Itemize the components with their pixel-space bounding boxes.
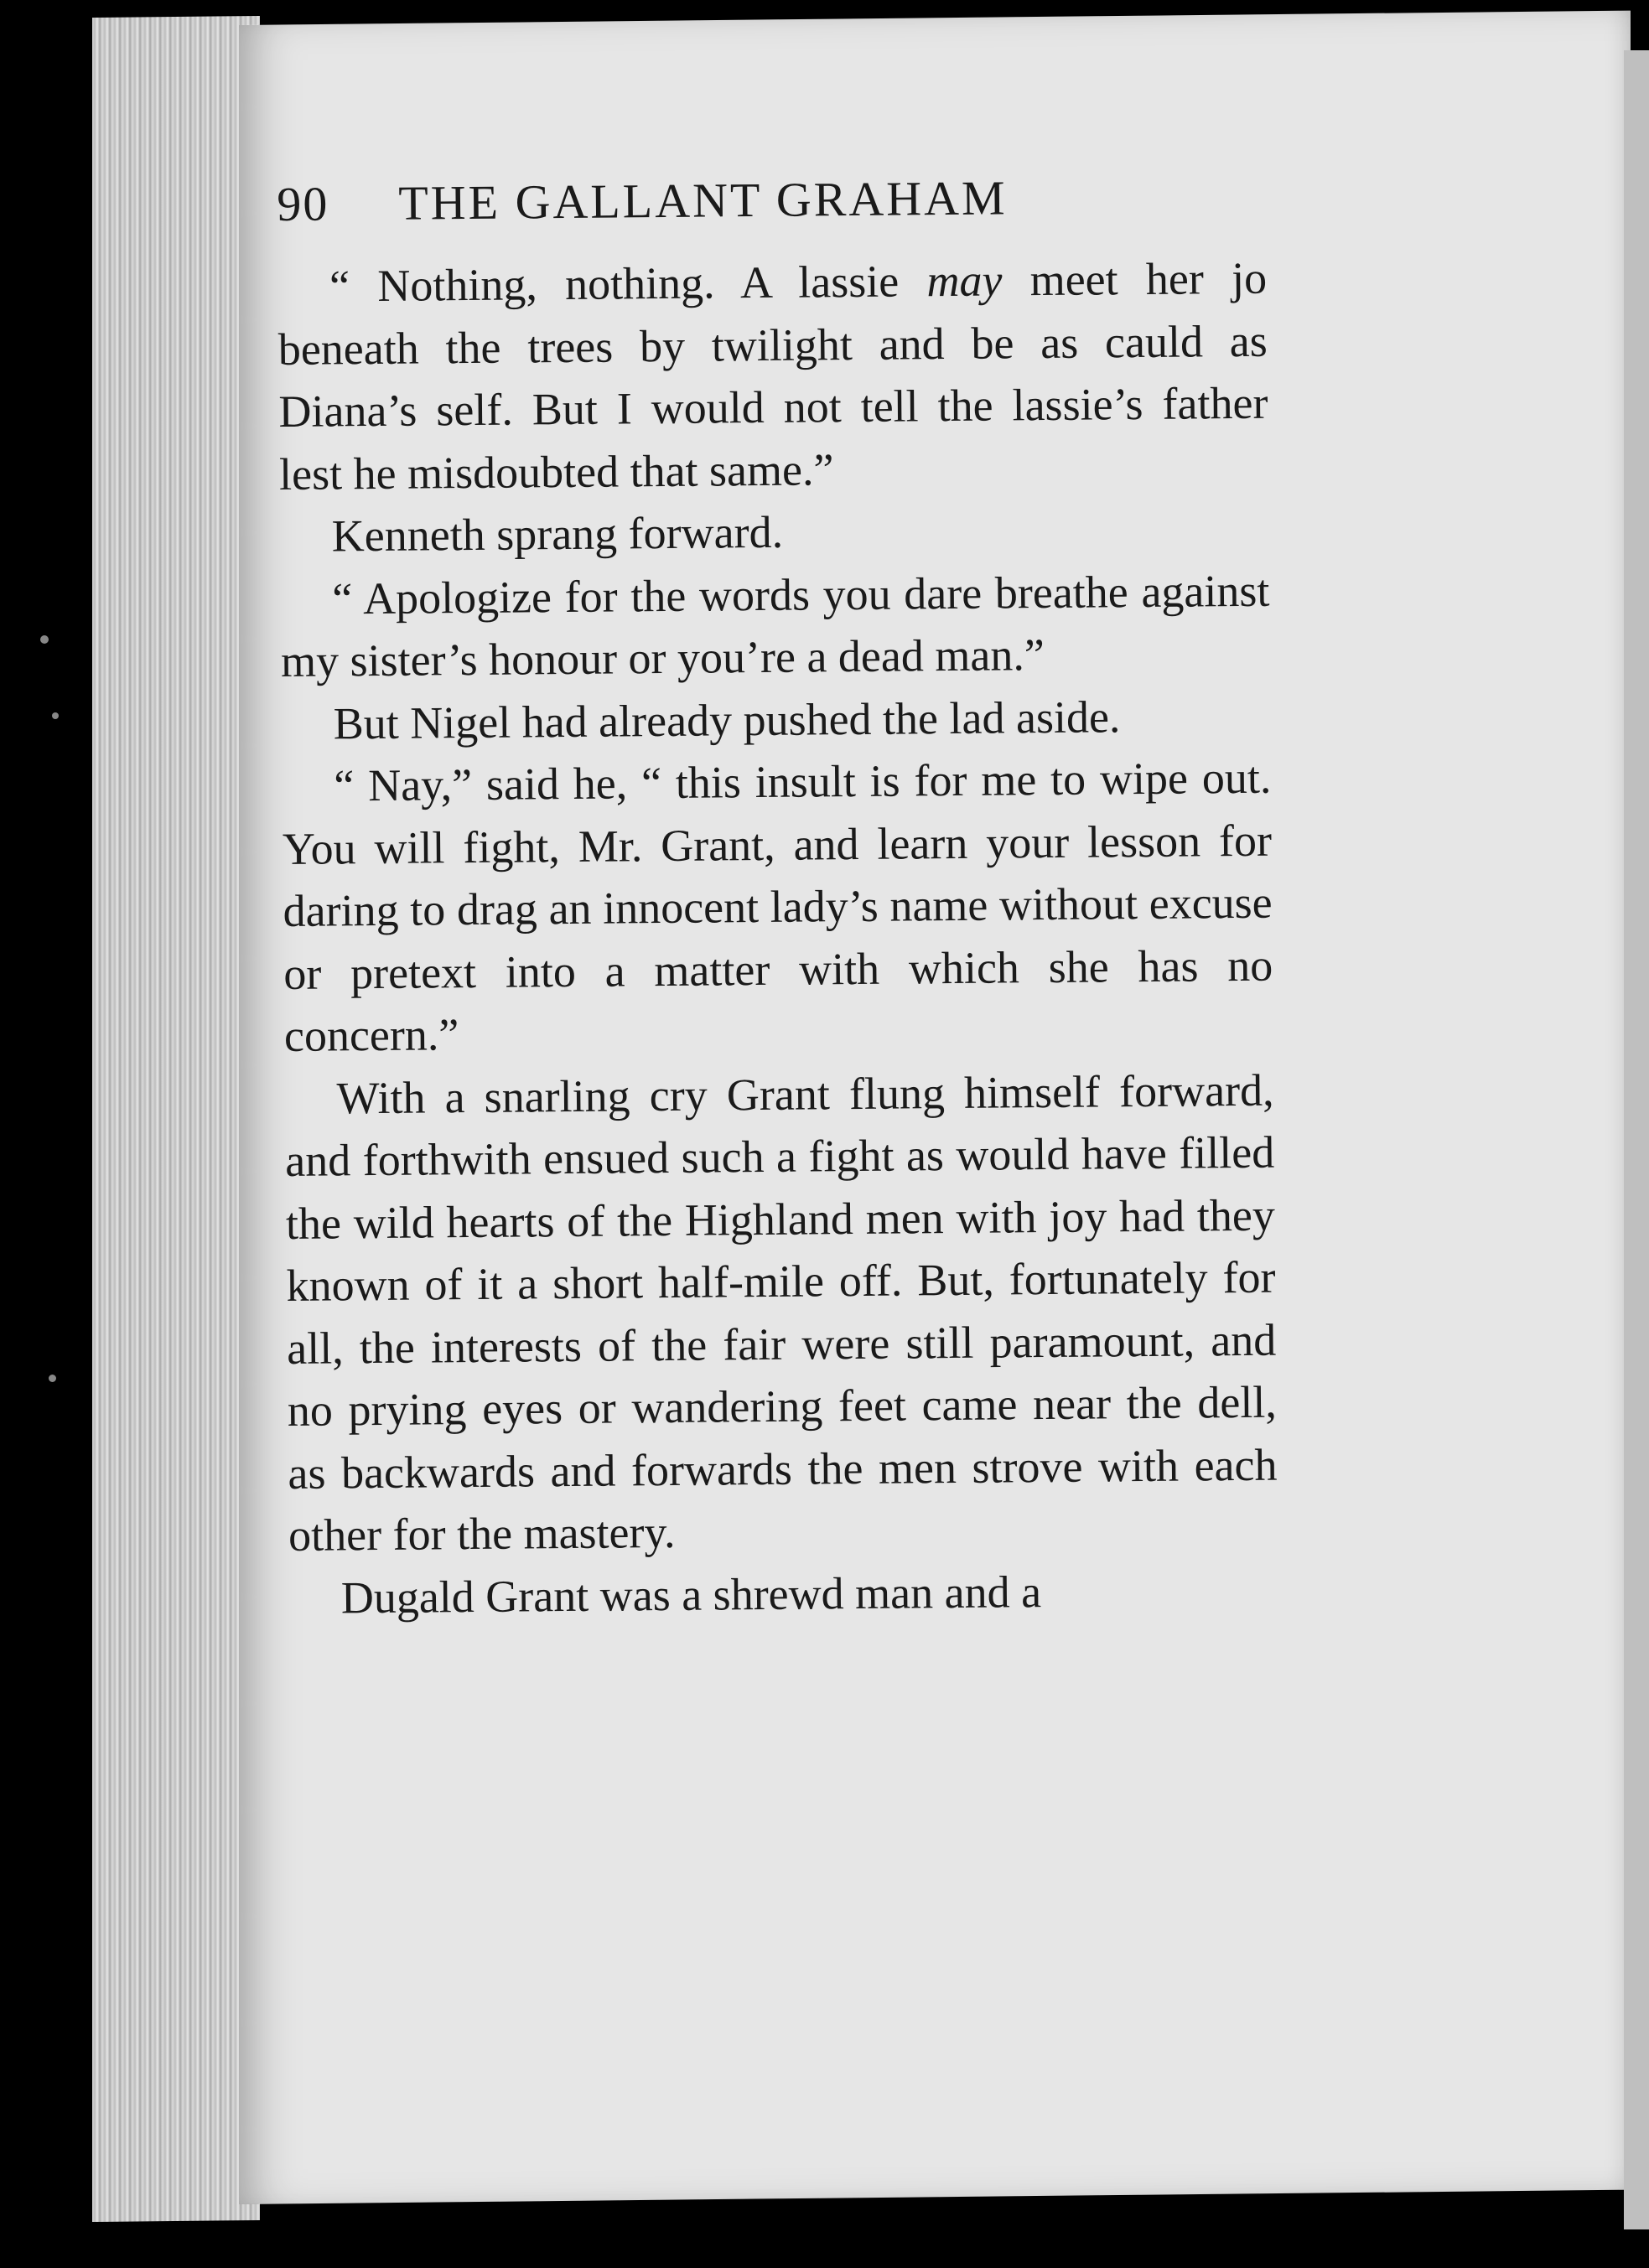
paragraph: “ Apologize for the words you dare breathe against my sister’s honour or you’re a dead man.” [280, 565, 1270, 686]
page-number: 90 [277, 176, 329, 231]
paragraph: Dugald Grant was a shrewd man and a [340, 1566, 1042, 1623]
emphasized-word: may [926, 255, 1003, 307]
running-title: THE GALLANT GRAHAM [398, 170, 1008, 230]
running-head [277, 168, 1267, 232]
paragraph: “ Nothing, nothing. A lassie may meet her jo beneath the trees by twilight and be as cauld as Diana’s self. But I would not tell the lassie’s father lest he misdoubted that same.” [277, 252, 1268, 500]
paragraph: But Nigel had already pushed the lad aside. [333, 691, 1121, 748]
page-text [277, 168, 1278, 1629]
facing-page-edge [1624, 50, 1649, 2229]
book-fore-edge [92, 16, 260, 2222]
paragraph: “ Nay,” said he, “ this insult is for me to wipe out. You will fight, Mr. Grant, and learn your lesson for daring to drag an innocent lady’s name without excuse or pretext into a matter with which she has no concern.” [282, 752, 1273, 1061]
speck [52, 712, 59, 719]
paragraph: Kenneth sprang forward. [331, 506, 784, 562]
speck [49, 1375, 56, 1382]
speck [40, 635, 49, 644]
paragraph: With a snarling cry Grant flung himself forward, and forthwith ensued such a fight as would have filled the wild hearts of the Highland men with joy had they known of it a short half-mile off. But, fortunately for all, the interests of the fair were still paramount, and no prying eyes or wandering feet came near the dell, as backwards and forwards the men strove with each other for the mastery. [284, 1064, 1278, 1561]
